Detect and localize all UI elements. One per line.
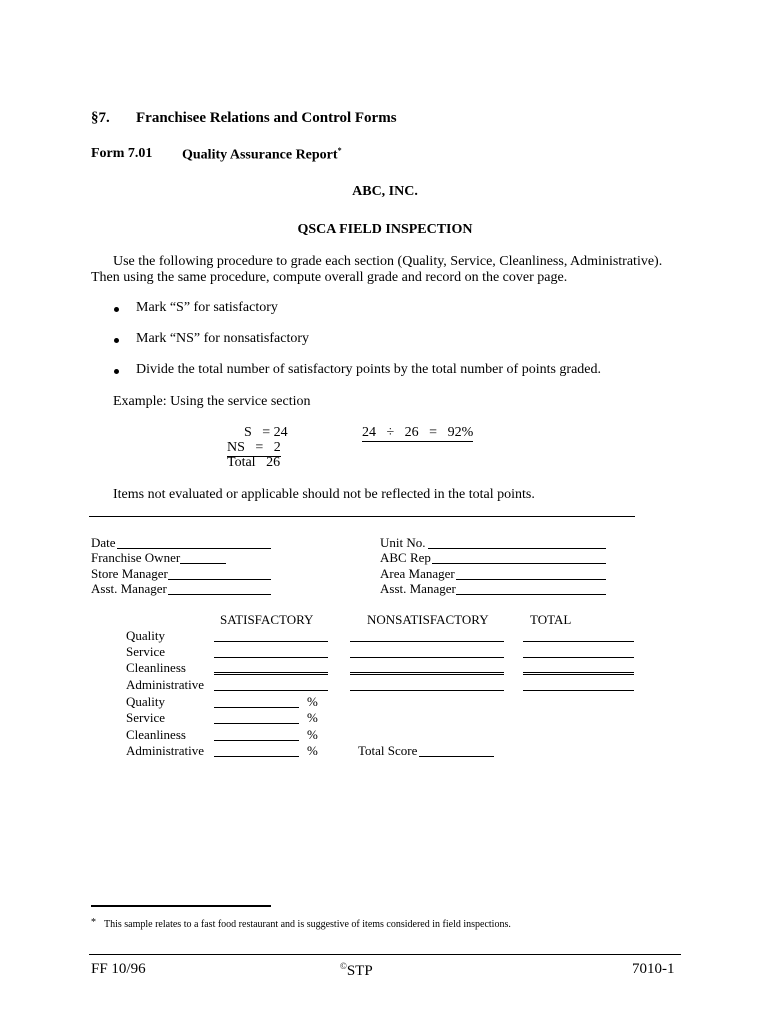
percent-symbol: % (307, 743, 318, 758)
abc-rep-field[interactable] (432, 563, 606, 564)
area-manager-field[interactable] (456, 579, 606, 580)
bullet-dot (114, 307, 119, 312)
service-satisfactory-field[interactable] (214, 657, 328, 658)
store-manager-label: Store Manager (91, 566, 168, 581)
col-header-nonsatisfactory: NONSATISFACTORY (367, 612, 489, 627)
example-calculation: 24 ÷ 26 = 92% (362, 425, 474, 440)
pct-label-cleanliness: Cleanliness (126, 727, 186, 742)
section-divider (89, 516, 635, 517)
form-title: Quality Assurance Report* (182, 146, 342, 163)
asst-manager-label-right: Asst. Manager (380, 581, 456, 596)
footnote-rule (91, 905, 271, 907)
form-footnote-mark: * (337, 146, 342, 155)
service-nonsatisfactory-field[interactable] (350, 657, 504, 658)
pct-label-administrative: Administrative (126, 743, 204, 758)
example-ns-line: NS = 2 (227, 440, 281, 455)
row-label-administrative: Administrative (126, 677, 204, 692)
footnote-mark: * (91, 917, 96, 928)
footer-copyright: ©STP (340, 961, 373, 979)
asst-manager-label-left: Asst. Manager (91, 581, 167, 596)
unit-no-field[interactable] (428, 548, 606, 549)
percent-symbol: % (307, 694, 318, 709)
bullet-item: Mark “S” for satisfactory (136, 300, 278, 315)
quality-satisfactory-field[interactable] (214, 641, 328, 642)
form-number: Form 7.01 (91, 146, 153, 161)
asst-manager-field-left[interactable] (168, 594, 271, 595)
quality-nonsatisfactory-field[interactable] (350, 641, 504, 642)
administrative-satisfactory-field[interactable] (214, 690, 328, 691)
example-label: Example: Using the service section (113, 394, 311, 409)
example-s-line: S = 24 (244, 425, 288, 440)
percent-symbol: % (307, 727, 318, 742)
footer-form-code: FF 10/96 (91, 961, 146, 977)
note-text: Items not evaluated or applicable should not be reflected in the total points. (113, 487, 535, 502)
pct-label-quality: Quality (126, 694, 165, 709)
unit-no-label: Unit No. (380, 535, 426, 550)
col-header-total: TOTAL (530, 612, 572, 627)
percent-symbol: % (307, 710, 318, 725)
administrative-percent-field[interactable] (214, 756, 299, 757)
intro-line-2: Then using the same procedure, compute overall grade and record on the cover page. (91, 270, 568, 285)
total-score-field[interactable] (419, 756, 494, 757)
administrative-nonsatisfactory-field[interactable] (350, 690, 504, 691)
footer-rule (89, 954, 681, 955)
section-number: §7. (91, 110, 110, 126)
bullet-dot (114, 338, 119, 343)
date-label: Date (91, 535, 116, 550)
copyright-symbol: © (340, 961, 347, 971)
cleanliness-nonsatisfactory-field[interactable] (350, 672, 504, 675)
franchise-owner-field[interactable] (180, 563, 226, 564)
intro-line-1: Use the following procedure to grade each section (Quality, Service, Cleanliness, Administrative). (113, 254, 663, 269)
company-name: ABC, INC. (352, 184, 418, 199)
footer-page-number: 7010-1 (632, 961, 675, 977)
cleanliness-satisfactory-field[interactable] (214, 672, 328, 675)
bullet-dot (114, 369, 119, 374)
bullet-item: Divide the total number of satisfactory points by the total number of points graded. (136, 362, 602, 377)
administrative-total-field[interactable] (523, 690, 634, 691)
cleanliness-percent-field[interactable] (214, 740, 299, 741)
cleanliness-total-field[interactable] (523, 672, 634, 675)
row-label-service: Service (126, 644, 165, 659)
quality-percent-field[interactable] (214, 707, 299, 708)
abc-rep-label: ABC Rep (380, 550, 431, 565)
bullet-item: Mark “NS” for nonsatisfactory (136, 331, 310, 346)
inspection-title: QSCA FIELD INSPECTION (297, 222, 473, 237)
area-manager-label: Area Manager (380, 566, 455, 581)
date-field[interactable] (117, 548, 271, 549)
footnote-text: This sample relates to a fast food restaurant and is suggestive of items considered in field inspections. (104, 919, 511, 930)
service-percent-field[interactable] (214, 723, 299, 724)
example-total-line: Total 26 (227, 455, 281, 470)
pct-label-service: Service (126, 710, 165, 725)
row-label-quality: Quality (126, 628, 165, 643)
col-header-satisfactory: SATISFACTORY (220, 612, 314, 627)
asst-manager-field-right[interactable] (456, 594, 606, 595)
franchise-owner-label: Franchise Owner (91, 550, 181, 565)
row-label-cleanliness: Cleanliness (126, 660, 186, 675)
quality-total-field[interactable] (523, 641, 634, 642)
store-manager-field[interactable] (168, 579, 271, 580)
total-score-label: Total Score (358, 743, 418, 758)
service-total-field[interactable] (523, 657, 634, 658)
section-title: Franchisee Relations and Control Forms (136, 110, 397, 126)
